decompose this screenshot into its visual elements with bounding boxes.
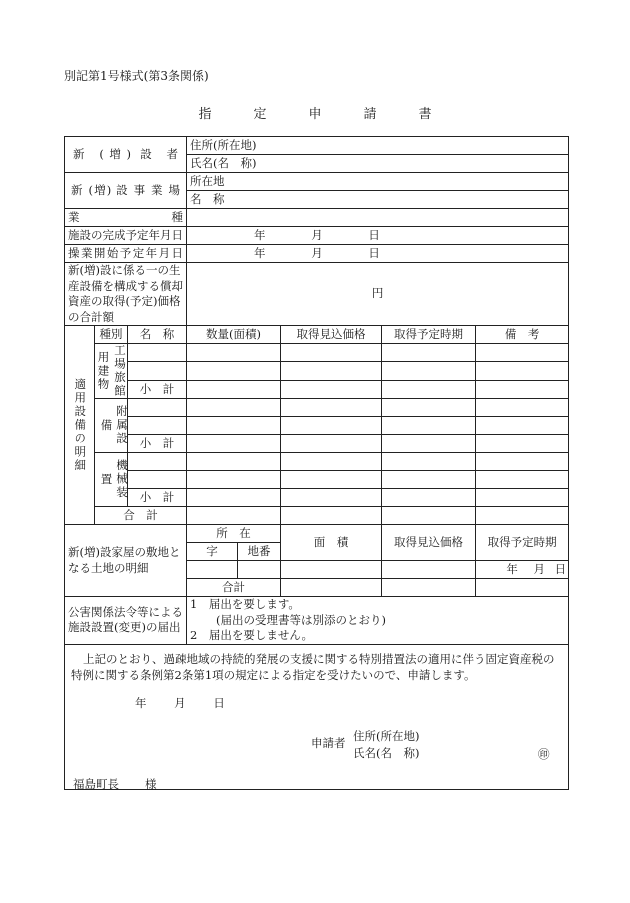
cell[interactable]	[238, 561, 281, 579]
document-title	[0, 103, 630, 122]
cost-label: 新(増)設に係る一の生産設備を構成する償却資産の取得(予定)価格の合計額	[65, 263, 187, 326]
subtotal-label: 小 計	[128, 380, 187, 398]
cell[interactable]	[476, 344, 569, 362]
equipment-total-label: 合 計	[95, 507, 187, 525]
cell[interactable]	[281, 344, 382, 362]
business-label	[65, 209, 187, 227]
completion-date[interactable]	[187, 227, 569, 245]
cell[interactable]	[187, 417, 281, 435]
cell[interactable]	[128, 362, 187, 380]
title-char: 請	[363, 107, 377, 122]
land-period-value[interactable]	[476, 561, 569, 579]
subtotal-label: 小 計	[128, 489, 187, 507]
header-price: 取得見込価格	[281, 326, 382, 344]
pollution-option-1[interactable]: 1 届出を要します。	[190, 597, 300, 612]
cell[interactable]	[382, 417, 476, 435]
land-date-day: 日	[554, 561, 567, 576]
cell[interactable]	[187, 489, 281, 507]
group-buildings-label: 用建物 工場旅館	[96, 344, 128, 399]
cell[interactable]	[476, 579, 569, 597]
cell[interactable]	[281, 417, 382, 435]
cell[interactable]	[128, 471, 187, 489]
group-machinery-label: 機械装置	[95, 453, 128, 507]
site-name-label[interactable]: 名 称	[187, 191, 569, 209]
business-label-left: 業	[68, 209, 80, 224]
declaration-year: 年	[135, 695, 147, 710]
cell[interactable]	[382, 489, 476, 507]
title-char: 指	[198, 107, 212, 122]
cell[interactable]	[476, 453, 569, 471]
land-total-label: 合計	[187, 579, 281, 597]
declaration-day: 日	[213, 695, 225, 710]
start-year: 年	[254, 245, 266, 260]
cell[interactable]	[281, 489, 382, 507]
cell[interactable]	[128, 344, 187, 362]
site-location-label[interactable]: 所在地	[187, 173, 569, 191]
cell[interactable]	[187, 435, 281, 453]
start-month: 月	[311, 245, 323, 260]
header-remarks: 備 考	[476, 326, 569, 344]
land-area-header: 面 積	[281, 525, 382, 561]
applicant-signature-label: 申請者	[311, 735, 346, 750]
cell[interactable]	[382, 561, 476, 579]
start-date[interactable]	[187, 245, 569, 263]
cell[interactable]	[382, 507, 476, 525]
title-char: 申	[308, 107, 322, 122]
cell[interactable]	[382, 471, 476, 489]
declaration-text: 上記のとおり、過疎地域の持続的発展の支援に関する特別措置法の適用に伴う固定資産税の特例に関する条例第2条第1項の規定による指定を受けたいので、申請します。	[71, 651, 555, 683]
cell[interactable]	[476, 435, 569, 453]
applicant-name-label[interactable]: 氏名(名 称)	[187, 155, 569, 173]
declaration-box	[65, 644, 569, 789]
cell[interactable]	[382, 362, 476, 380]
cell[interactable]	[476, 507, 569, 525]
completion-month: 月	[311, 227, 323, 242]
start-day: 日	[368, 245, 380, 260]
header-quantity: 数量(面積)	[187, 326, 281, 344]
land-label: 新(増)設家屋の敷地となる土地の明細	[65, 525, 187, 597]
addressee-name: 福島町長	[73, 776, 119, 791]
cell[interactable]	[281, 435, 382, 453]
declaration-month: 月	[174, 695, 186, 710]
cell[interactable]	[128, 417, 187, 435]
cell[interactable]	[281, 507, 382, 525]
cell[interactable]	[128, 453, 187, 471]
equipment-side-label: 適用設備の明細	[65, 326, 95, 525]
cell[interactable]	[281, 471, 382, 489]
signature-name-label[interactable]: 氏名(名 称)	[353, 745, 420, 760]
business-value[interactable]	[187, 209, 569, 227]
business-label-right: 種	[171, 209, 184, 224]
declaration-date[interactable]	[135, 696, 564, 712]
cell[interactable]	[382, 380, 476, 398]
cell[interactable]	[382, 579, 476, 597]
site-label: 新 (増) 設 事 業 場	[65, 173, 187, 209]
cell[interactable]	[281, 380, 382, 398]
cost-value[interactable]: 円	[187, 263, 569, 326]
seal-mark: ㊞	[538, 746, 550, 761]
cell[interactable]	[382, 399, 476, 417]
group-attached-label: 附属設備	[95, 399, 128, 453]
cell[interactable]	[476, 380, 569, 398]
subtotal-label: 小 計	[128, 435, 187, 453]
cell[interactable]	[281, 579, 382, 597]
cell[interactable]	[187, 507, 281, 525]
land-chiban-header: 地番	[238, 543, 281, 561]
addressee	[73, 777, 157, 793]
completion-year: 年	[254, 227, 266, 242]
land-location-header: 所 在	[187, 525, 281, 543]
cell[interactable]	[382, 344, 476, 362]
completion-day: 日	[368, 227, 380, 242]
cell[interactable]	[281, 399, 382, 417]
cell[interactable]	[128, 399, 187, 417]
header-period: 取得予定時期	[382, 326, 476, 344]
land-period-header: 取得予定時期	[476, 525, 569, 561]
cell[interactable]	[382, 435, 476, 453]
title-char: 書	[418, 107, 432, 122]
form-number: 別記第1号様式(第3条関係)	[64, 69, 209, 83]
pollution-options[interactable]	[187, 597, 569, 645]
cell[interactable]	[476, 471, 569, 489]
cell[interactable]	[187, 362, 281, 380]
land-date-month: 月	[533, 561, 545, 576]
land-price-header: 取得見込価格	[382, 525, 476, 561]
cell[interactable]	[187, 453, 281, 471]
cell[interactable]	[476, 399, 569, 417]
cell[interactable]	[281, 362, 382, 380]
cell[interactable]	[281, 561, 382, 579]
cell[interactable]	[187, 399, 281, 417]
applicant-label: 新 (増) 設 者	[65, 137, 187, 173]
cell[interactable]	[187, 561, 238, 579]
pollution-option-2[interactable]: 2 届出を要しません。	[190, 628, 314, 643]
header-name: 名 称	[128, 326, 187, 344]
addressee-honorific: 様	[145, 776, 157, 791]
cell[interactable]	[476, 489, 569, 507]
land-aza-header: 字	[187, 543, 238, 561]
title-char: 定	[253, 107, 267, 122]
cell[interactable]	[476, 417, 569, 435]
pollution-option-1-note: (届出の受理書等は別添のとおり)	[216, 612, 387, 627]
land-date-year: 年	[506, 561, 518, 576]
cell[interactable]	[187, 380, 281, 398]
cell[interactable]	[476, 362, 569, 380]
cell[interactable]	[187, 471, 281, 489]
cell[interactable]	[382, 453, 476, 471]
applicant-address-label[interactable]: 住所(所在地)	[187, 137, 569, 155]
pollution-label: 公害関係法令等による施設設置(変更)の届出	[65, 597, 187, 645]
cell[interactable]	[281, 453, 382, 471]
header-type: 種別	[95, 326, 128, 344]
cell[interactable]	[187, 344, 281, 362]
start-label: 操業開始予定年月日	[65, 245, 187, 263]
application-form-table	[64, 136, 569, 790]
completion-label: 施設の完成予定年月日	[65, 227, 187, 245]
signature-address-label[interactable]: 住所(所在地)	[353, 728, 420, 743]
